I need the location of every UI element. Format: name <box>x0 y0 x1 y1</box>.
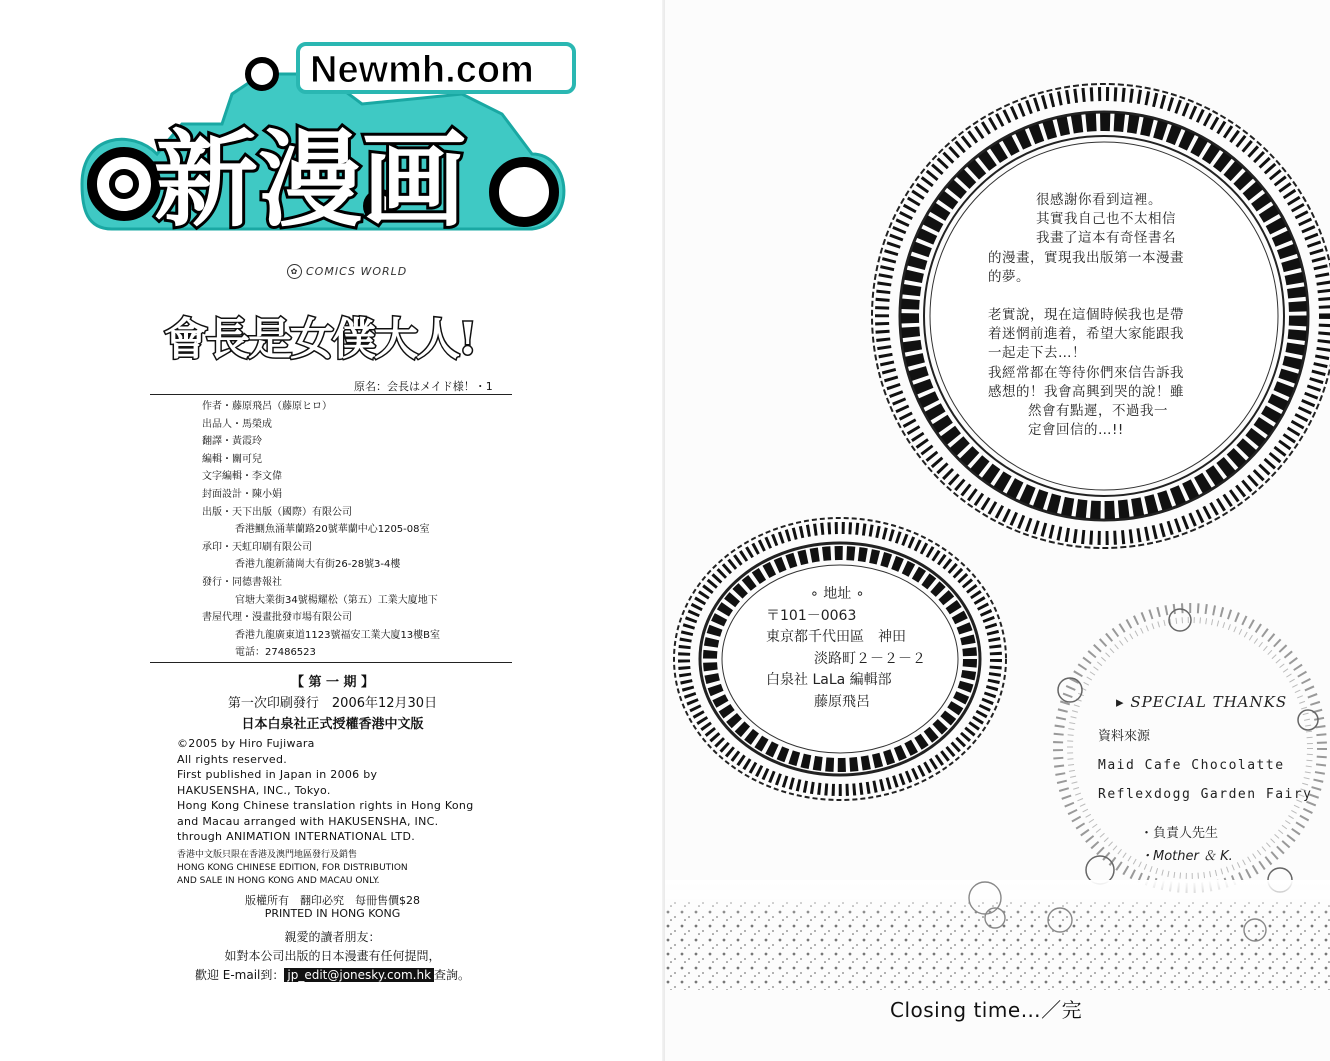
svg-text:會長是女僕大人!: 會長是女僕大人! <box>164 314 476 365</box>
credit-line: 文字編輯・李文偉 <box>202 471 282 483</box>
credit-line: 香港九龍廣東道1123號福安工業大廈13樓B室 <box>235 629 441 641</box>
copyright-line: through ANIMATION INTERNATIONAL LTD. <box>177 830 416 843</box>
message-paragraph: 老實說，現在這個時候我也是帶 着迷惘前進着，希望大家能跟我 一起走下去…！ 我經常都在等待你們來信告訴我 感想的！我會高興到哭的說！雖 然會有點遲，不過我一 定會回信的…!! <box>988 307 1184 439</box>
newmh-watermark-logo <box>62 34 582 254</box>
readers-greeting: 親愛的讀者朋友： <box>284 930 381 944</box>
address-line: 淡路町２－２－２ <box>814 650 926 667</box>
credit-line: 香港九龍新蒲崗大有街26-28號3-4樓 <box>235 559 401 571</box>
credit-line: 香港鰂魚涌華蘭路20號華蘭中心1205-08室 <box>235 524 430 536</box>
thanks-line: ・Mother ＆ K. <box>1140 849 1233 864</box>
divider <box>150 394 512 395</box>
original-title: 原名：会長はメイド様！・1 <box>354 380 493 393</box>
copyright-line: Hong Kong Chinese translation rights in Hong Kong <box>177 799 474 812</box>
copyright-block <box>177 736 473 845</box>
credit-line: 書屋代理・漫畫批發市場有限公司 <box>202 612 352 624</box>
address-line: 白泉社 LaLa 編輯部 <box>766 672 892 688</box>
copyright-line: All rights reserved. <box>177 752 288 766</box>
credit-line: 官塘大業街34號楊耀松（第五）工業大廈地下 <box>235 594 438 606</box>
copyright-line: First published in Japan in 2006 by <box>177 768 378 781</box>
printed-in-line: PRINTED IN HONG KONG <box>264 907 401 920</box>
distribution-block <box>177 849 408 888</box>
flower-field-texture <box>665 880 1330 990</box>
credit-line: 發行・同德書報社 <box>202 576 282 588</box>
license-line: 日本白泉社正式授權香港中文版 <box>241 717 424 732</box>
series-title-logo <box>160 292 510 372</box>
credit-line: 承印・天虹印刷有限公司 <box>202 541 312 553</box>
watermark-name-text: 新漫画 <box>154 119 467 241</box>
copyright-line: HAKUSENSHA, INC., Tokyo. <box>177 783 331 797</box>
address-line: 藤原飛呂 <box>814 693 870 710</box>
thanks-line: 資料來源 <box>1098 729 1151 744</box>
address-title: ∘ 地址 ∘ <box>810 586 865 602</box>
credit-line: 翻譯・黃霞玲 <box>202 436 262 448</box>
divider <box>150 662 512 663</box>
copyright-line: ©2005 by Hiro Fujiwara <box>177 737 315 750</box>
special-thanks-heading: ▸ SPECIAL THANKS <box>1116 693 1288 711</box>
address-line: 東京都千代田區 神田 <box>766 629 906 645</box>
publisher-icon: ✿ <box>287 264 302 279</box>
comics-world-mark: ✿ COMICS WORLD <box>287 264 407 279</box>
credit-line: 封面設計・陳小娟 <box>202 488 282 500</box>
price-line: 版權所有 翻印必究 每冊售價$28 <box>245 894 420 907</box>
copyright-line: and Macau arranged with HAKUSENSHA, INC. <box>177 814 439 828</box>
issue-number: 【 第 一 期 】 <box>290 675 375 690</box>
credit-line: 電話：27486523 <box>235 647 316 659</box>
credit-line: 作者・藤原飛呂（藤原ヒロ） <box>202 401 332 412</box>
distribution-line: 香港中文版只限在香港及澳門地區發行及銷售 <box>177 850 358 860</box>
watermark-site-text: Newmh.com <box>310 49 534 91</box>
afterword-message <box>988 191 1238 459</box>
message-paragraph: 很感謝你看到這裡。 其實我自己也不太相信 我畫了這本有奇怪書名 的漫畫，實現我出版第一本漫畫 的夢。 <box>988 192 1184 285</box>
thanks-line: ・負責人先生 <box>1140 826 1219 841</box>
credit-line: 出品人・馬榮成 <box>202 418 272 430</box>
email-line: 歡迎 E-mail到： jp_edit@jonesky.com.hk 查詢。 <box>194 968 471 982</box>
inquiry-line: 如對本公司出版的日本漫畫有任何提問， <box>224 949 441 963</box>
thanks-line: Reflexdogg Garden Fairy <box>1098 787 1313 802</box>
address-line: 〒101－0063 <box>766 607 857 624</box>
credit-line: 出版・天下出版（國際）有限公司 <box>202 506 352 518</box>
distribution-line: AND SALE IN HONG KONG AND MACAU ONLY. <box>177 876 380 886</box>
print-date: 第一次印刷發行 2006年12月30日 <box>227 696 438 711</box>
email-link[interactable]: jp_edit@jonesky.com.hk <box>284 968 434 982</box>
thanks-line: Maid Cafe Chocolatte <box>1098 758 1285 773</box>
distribution-line: HONG KONG CHINESE EDITION, FOR DISTRIBUTION <box>177 863 408 873</box>
closing-text: Closing time…／完 <box>890 998 1083 1022</box>
fan-mail-address <box>766 584 946 713</box>
credits-list <box>202 398 440 662</box>
special-thanks <box>1098 693 1313 864</box>
credit-line: 編輯・關可兒 <box>202 453 262 465</box>
